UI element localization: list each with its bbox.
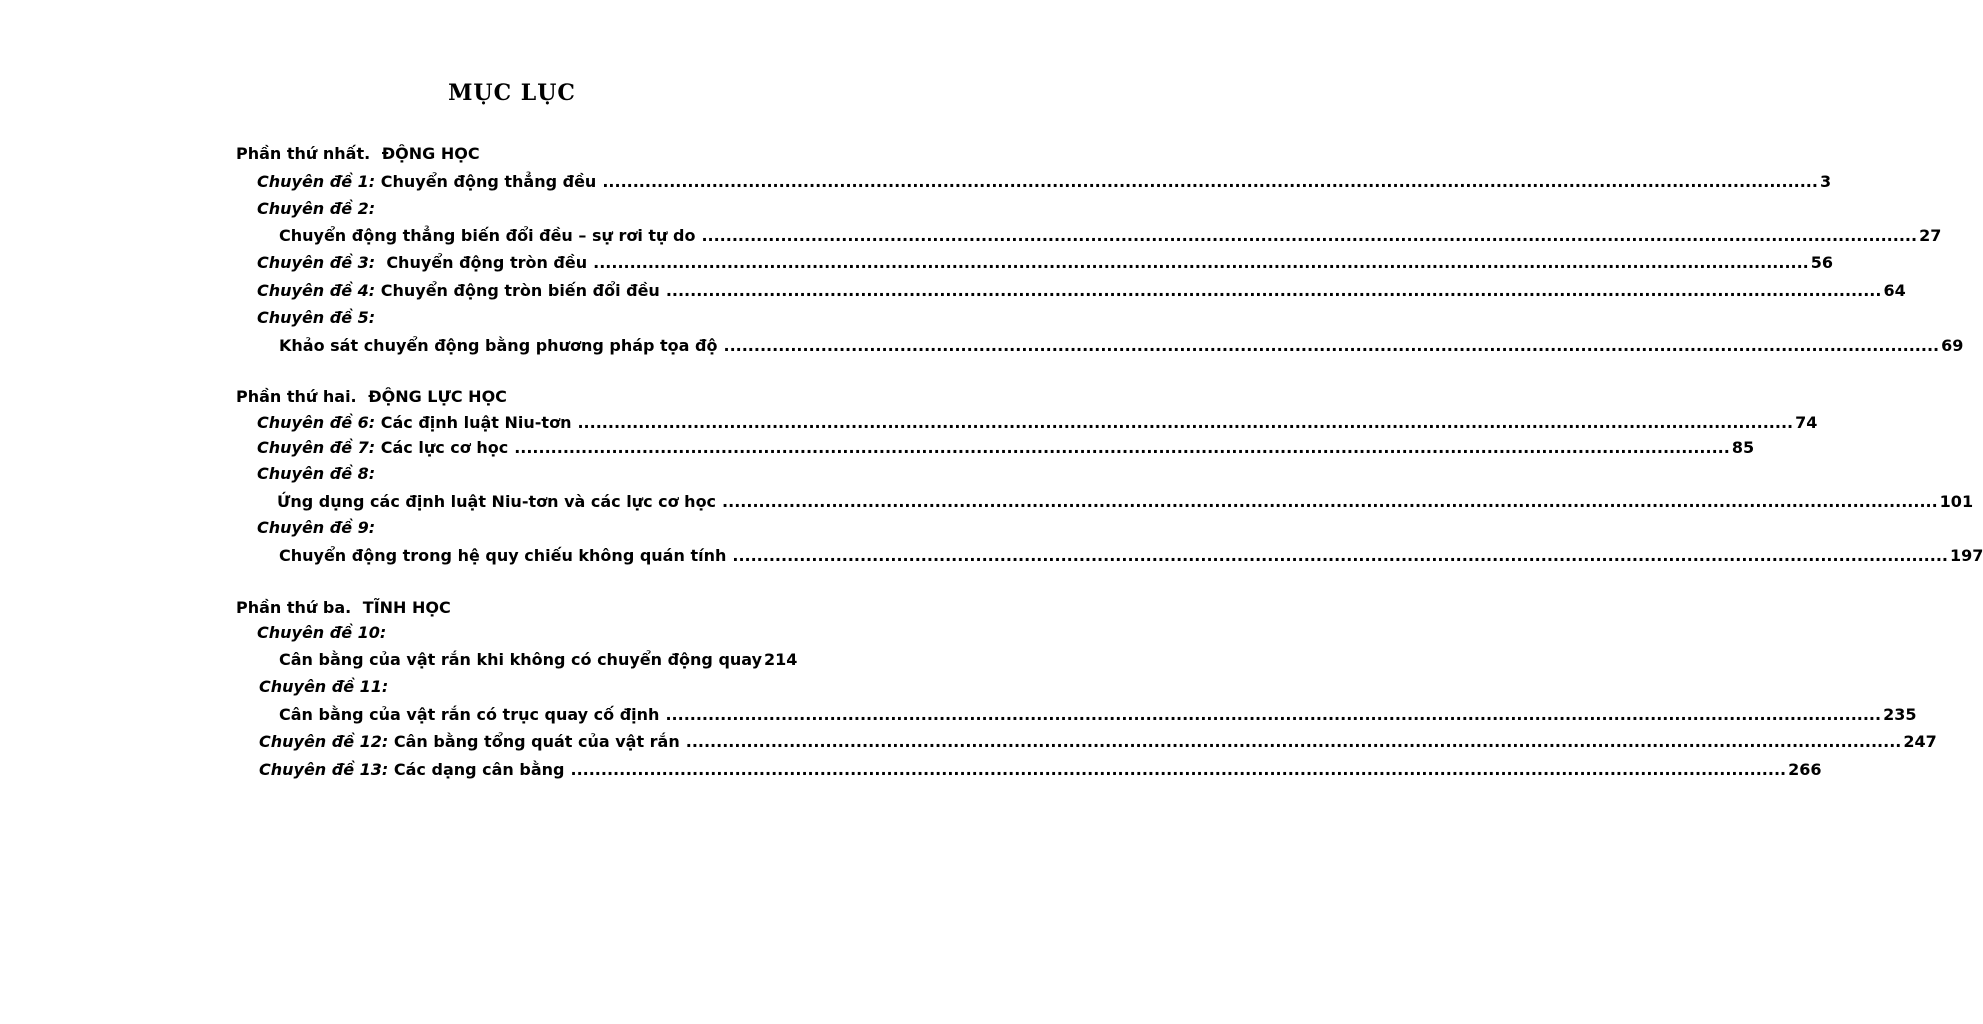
toc-topic-label-9 — [257, 518, 375, 538]
topic-label: Chuyên đề 7: — [257, 438, 376, 457]
topic-label: Chuyên đề 12: — [259, 732, 389, 751]
toc-entry-8[interactable] — [277, 492, 1974, 512]
topic-label: Chuyên đề 1: — [257, 172, 376, 191]
leader-dots: ........................................................................................................................................................................................................ — [665, 281, 1882, 300]
topic-title: Chuyển động thẳng biến đổi đều – sự rơi tự do — [279, 226, 696, 245]
topic-label: Chuyên đề 9: — [257, 518, 376, 537]
topic-title: Các định luật Niu-tơn — [380, 413, 572, 432]
topic-title: Khảo sát chuyển động bằng phương pháp tọa độ — [279, 336, 718, 355]
toc-entry-1[interactable] — [257, 172, 1832, 192]
topic-label: Chuyên đề 5: — [257, 308, 376, 327]
leader-dots: ........................................................................................................................................................................................................ — [570, 760, 1787, 779]
topic-label: Chuyên đề 13: — [259, 760, 389, 779]
topic-label: Chuyên đề 3: — [257, 253, 376, 272]
page-number: 197 — [1949, 546, 1983, 565]
page-number: 214 — [764, 650, 798, 669]
toc-topic-label-11 — [259, 677, 388, 697]
leader-dots: ........................................................................................................................................................................................................ — [577, 413, 1794, 432]
toc-entry-10[interactable] — [279, 650, 798, 670]
topic-label: Chuyên đề 8: — [257, 464, 376, 483]
page-number: 74 — [1795, 413, 1818, 432]
part-label: Phần thứ nhất. — [236, 144, 371, 163]
toc-entry-5[interactable] — [279, 336, 1964, 356]
leader-dots: ........................................................................................................................................................................................................ — [732, 546, 1948, 565]
topic-title: Các dạng cân bằng — [393, 760, 565, 779]
toc-entry-6[interactable] — [257, 413, 1818, 433]
part-label: Phần thứ ba. — [236, 598, 352, 617]
page-title: MỤC LỤC — [448, 80, 576, 106]
topic-title: Ứng dụng các định luật Niu-tơn và các lực cơ học — [277, 492, 717, 511]
page-number: 266 — [1788, 760, 1822, 779]
leader-dots: ........................................................................................................................................................................................................ — [723, 336, 1940, 355]
page-number: 56 — [1810, 253, 1834, 272]
topic-label: Chuyên đề 11: — [259, 677, 389, 696]
part-name: TĨNH HỌC — [362, 598, 451, 617]
topic-label: Chuyên đề 2: — [257, 199, 376, 218]
leader-dots: ........................................................................................................................................................................................................ — [722, 492, 1938, 511]
topic-label: Chuyên đề 4: — [257, 281, 376, 300]
part-heading-2 — [236, 387, 507, 407]
part-name: ĐỘNG LỰC HỌC — [368, 387, 507, 406]
page-number: 101 — [1939, 492, 1974, 511]
part-heading-1 — [236, 144, 480, 164]
leader-dots: ........................................................................................................................................................................................................ — [602, 172, 1818, 191]
toc-entry-4[interactable] — [257, 281, 1906, 301]
topic-title: Chuyển động tròn đều — [386, 253, 588, 272]
toc-topic-label-2 — [257, 199, 375, 219]
leader-dots: ........................................................................................................................................................................................................ — [665, 705, 1882, 724]
page-number: 235 — [1883, 705, 1917, 724]
toc-entry-11[interactable] — [279, 705, 1917, 725]
leader-dots: ........................................................................................................................................................................................................ — [685, 732, 1902, 751]
topic-title: Chuyển động tròn biến đổi đều — [380, 281, 660, 300]
toc-entry-7[interactable] — [257, 438, 1755, 458]
topic-title: Chuyển động thẳng đều — [380, 172, 597, 191]
toc-entry-12[interactable] — [259, 732, 1937, 752]
part-label: Phần thứ hai. — [236, 387, 357, 406]
topic-title: Cân bằng của vật rắn khi không có chuyển động quay — [279, 650, 763, 669]
toc-entry-13[interactable] — [259, 760, 1822, 780]
page-number: 27 — [1919, 226, 1942, 245]
toc-topic-label-8 — [257, 464, 375, 484]
part-heading-3 — [236, 598, 451, 618]
leader-dots: ........................................................................................................................................................................................................ — [701, 226, 1918, 245]
page-number: 64 — [1883, 281, 1906, 300]
topic-title: Cân bằng của vật rắn có trục quay cố định — [279, 705, 660, 724]
toc-entry-9[interactable] — [279, 546, 1983, 566]
topic-title: Chuyển động trong hệ quy chiếu không quán tính — [279, 546, 727, 565]
topic-title: Các lực cơ học — [380, 438, 509, 457]
leader-dots: ........................................................................................................................................................................................................ — [514, 438, 1730, 457]
page-number: 247 — [1903, 732, 1937, 751]
topic-label: Chuyên đề 6: — [257, 413, 376, 432]
topic-label: Chuyên đề 10: — [257, 623, 387, 642]
topic-title: Cân bằng tổng quát của vật rắn — [393, 732, 680, 751]
toc-topic-label-5 — [257, 308, 375, 328]
toc-topic-label-10 — [257, 623, 386, 643]
toc-entry-2[interactable] — [279, 226, 1942, 246]
page-number: 85 — [1731, 438, 1755, 457]
page-number: 69 — [1941, 336, 1964, 355]
page-number: 3 — [1819, 172, 1832, 191]
leader-dots: ........................................................................................................................................................................................................ — [593, 253, 1809, 272]
part-name: ĐỘNG HỌC — [381, 144, 480, 163]
toc-entry-3[interactable] — [257, 253, 1834, 273]
